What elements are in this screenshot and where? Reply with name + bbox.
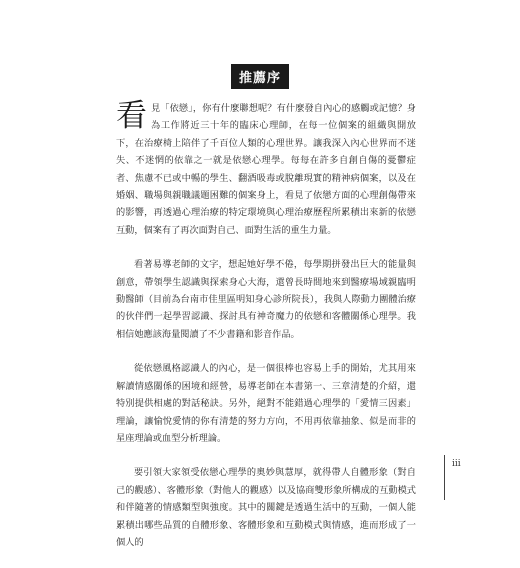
page-number-rule [444, 455, 445, 500]
drop-cap: 看 [116, 98, 147, 134]
paragraph-2: 看著易導老師的文字，想起她好學不倦，每學期拼發出巨大的能量與創意，帶領學生認識與探索身心大海，還曾長時間地來到醫療場域親臨明動醫師（目前為台南市佳里區明知身心診所院長），我與人際動力團體治療的伙伴們一起學習認識、探討具有神奇魔力的依戀和客體關係心理學。我相信她應該海量閱讀了不少書籍和影音作品。 [116, 259, 416, 340]
paragraph-3: 從依戀風格認識人的內心，是一個很棒也容易上手的開始，尤其用來解讀情感關係的困境和經營，易導老師在本書第一、三章清楚的介紹，還特別提供相處的對話秘訣。另外，絕對不能錯過心理學的「愛情三因素」理論，讓愉悅愛情的你有清楚的努力方向，不用再依靠抽象、似是而非的星座理論或血型分析理論。 [116, 363, 416, 444]
preface-title: 推薦序 [231, 64, 289, 89]
page-number: iii [452, 459, 461, 469]
paragraph-1-text: 見「依戀」，你有什麼聯想呢？有什麼發自內心的感觸或記憶？身為工作將近三十年的臨床心理師，在每一位個案的組織與開放下，在治療椅上陪伴了千百位人類的心理世界。讓我深入內心世界而不迷失、不迷惘的依靠之一就是依戀心理學。每每在許多自創自傷的憂鬱症者、焦慮不已或中暢的學生、翻酒吸毒或脫離現實的精神病個案，以及在婚姻、職場與親職議題困難的個案身上，看見了依戀方面的心理創傷帶來的影響，再透過心理治療的特定環境與心理治療歷程所累積出來新的依戀互動，個案有了再次面對自己、面對生活的重生力量。 [116, 103, 416, 236]
preface-body [116, 100, 416, 568]
paragraph-1 [116, 100, 416, 239]
paragraph-4: 要引領大家領受依戀心理學的奧妙與慧厚，就得帶人自體形象（對自己的觀感）、客體形象（對他人的觀感）以及協商雙形象所構成的互動模式和伴隨著的情感類型與強度。其中的關鍵是透過生活中的互動，一個人能累積出哪些品質的自體形象、客體形象和互動模式與情感，進而形成了一個人的 [116, 467, 416, 548]
